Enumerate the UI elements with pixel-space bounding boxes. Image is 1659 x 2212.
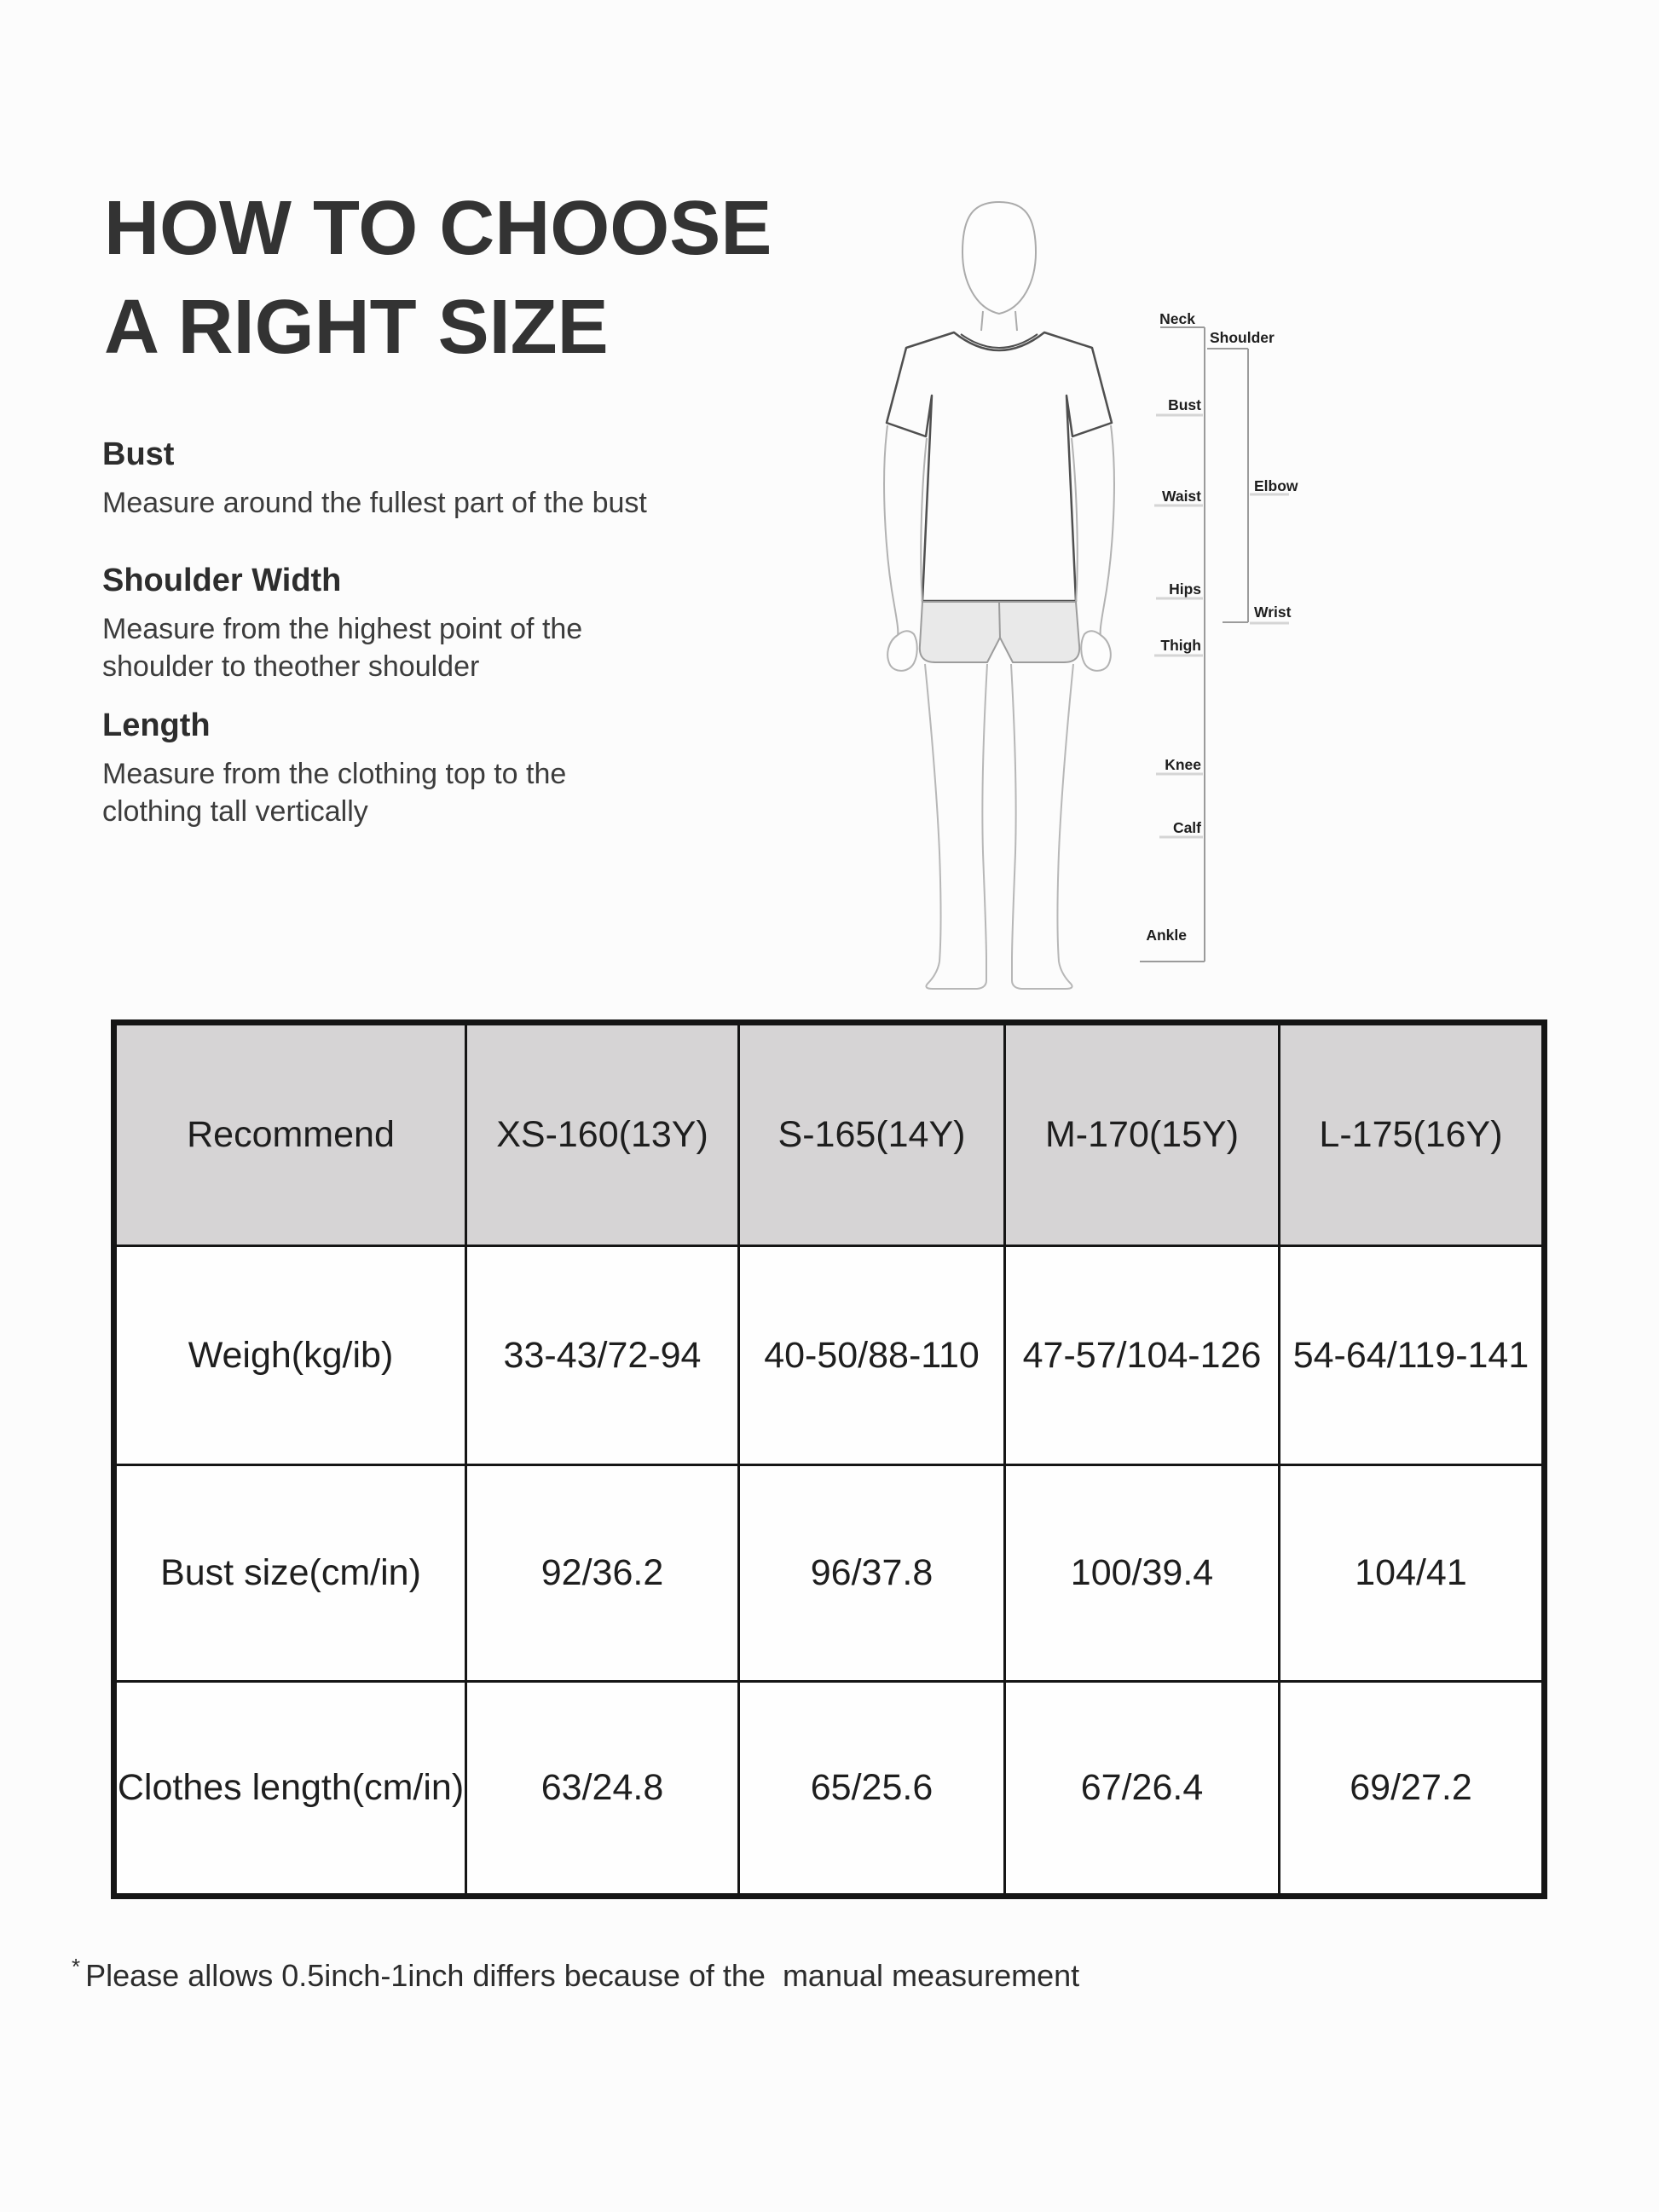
guide-heading-shoulder-width: Shoulder Width — [102, 563, 342, 598]
figure-left-hand — [887, 631, 917, 671]
table-row-clothes-length — [114, 1681, 1545, 1896]
weight-l: 54-64/119-141 — [1280, 1246, 1545, 1464]
figure-right-hand — [1081, 631, 1111, 671]
label-hips: Hips — [1169, 580, 1201, 598]
row-label-clothes-length: Clothes length(cm/in) — [114, 1681, 466, 1896]
body-measurement-diagram — [870, 192, 1347, 997]
figure-left-arm — [884, 425, 927, 636]
header-cell-s: S-165(14Y) — [739, 1023, 1005, 1246]
figure-left-foot — [926, 960, 986, 989]
label-waist: Waist — [1161, 488, 1201, 505]
table-row-bust-size — [114, 1464, 1545, 1681]
guide-text-shoulder-width-line1: Measure from the highest point of the — [102, 613, 583, 645]
length-xs: 63/24.8 — [466, 1681, 739, 1896]
guide-text-length-line2: clothing tall vertically — [102, 795, 368, 828]
label-bust: Bust — [1168, 396, 1201, 413]
guide-heading-length: Length — [102, 707, 211, 743]
table-row-weight — [114, 1246, 1545, 1464]
label-elbow: Elbow — [1254, 477, 1298, 494]
guide-heading-bust: Bust — [102, 436, 175, 472]
bust-xs: 92/36.2 — [466, 1464, 739, 1681]
footnote-asterisk: * — [72, 1954, 81, 1979]
length-m: 67/26.4 — [1005, 1681, 1280, 1896]
weight-m: 47-57/104-126 — [1005, 1246, 1280, 1464]
bust-m: 100/39.4 — [1005, 1464, 1280, 1681]
guide-text-bust: Measure around the fullest part of the bust — [102, 487, 647, 519]
measurement-disclaimer — [72, 1945, 1350, 1997]
bust-l: 104/41 — [1280, 1464, 1545, 1681]
label-thigh: Thigh — [1160, 637, 1201, 654]
length-l: 69/27.2 — [1280, 1681, 1545, 1896]
figure-head — [962, 202, 1036, 314]
page-title — [104, 179, 772, 377]
figure-shorts-center-seam — [999, 602, 1000, 638]
length-s: 65/25.6 — [739, 1681, 1005, 1896]
figure-left-leg — [925, 664, 987, 962]
body-figure-illustration — [870, 192, 1347, 997]
guide-text-length-line1: Measure from the clothing top to the — [102, 758, 567, 790]
footnote-text: Please allows 0.5inch-1inch differs because of the manual measurement — [85, 1958, 1080, 1993]
guide-section-length — [102, 706, 784, 830]
row-label-bust-size: Bust size(cm/in) — [114, 1464, 466, 1681]
label-knee: Knee — [1165, 756, 1201, 773]
page-title-line-2: A RIGHT SIZE — [104, 285, 609, 370]
figure-right-foot — [1012, 960, 1072, 989]
guide-text-shoulder-width-line2: shoulder to theother shoulder — [102, 650, 480, 683]
header-cell-m: M-170(15Y) — [1005, 1023, 1280, 1246]
size-table-header-row — [114, 1023, 1545, 1246]
weight-xs: 33-43/72-94 — [466, 1246, 739, 1464]
label-neck: Neck — [1159, 310, 1195, 327]
size-chart-table — [111, 1019, 1547, 1899]
header-cell-recommend: Recommend — [114, 1023, 466, 1246]
row-label-weight: Weigh(kg/ib) — [114, 1246, 466, 1464]
figure-right-arm — [1072, 425, 1114, 636]
label-wrist: Wrist — [1254, 604, 1292, 621]
bust-s: 96/37.8 — [739, 1464, 1005, 1681]
page-title-line-1: HOW TO CHOOSE — [104, 186, 772, 271]
header-cell-xs: XS-160(13Y) — [466, 1023, 739, 1246]
guide-section-shoulder-width — [102, 561, 784, 685]
measure-line-shoulder-to-wrist — [1207, 349, 1248, 622]
figure-right-leg — [1011, 664, 1073, 962]
weight-s: 40-50/88-110 — [739, 1246, 1005, 1464]
label-ankle: Ankle — [1146, 927, 1187, 944]
guide-section-bust — [102, 435, 784, 522]
label-calf: Calf — [1172, 819, 1201, 836]
label-shoulder: Shoulder — [1210, 329, 1275, 346]
header-cell-l: L-175(16Y) — [1280, 1023, 1545, 1246]
